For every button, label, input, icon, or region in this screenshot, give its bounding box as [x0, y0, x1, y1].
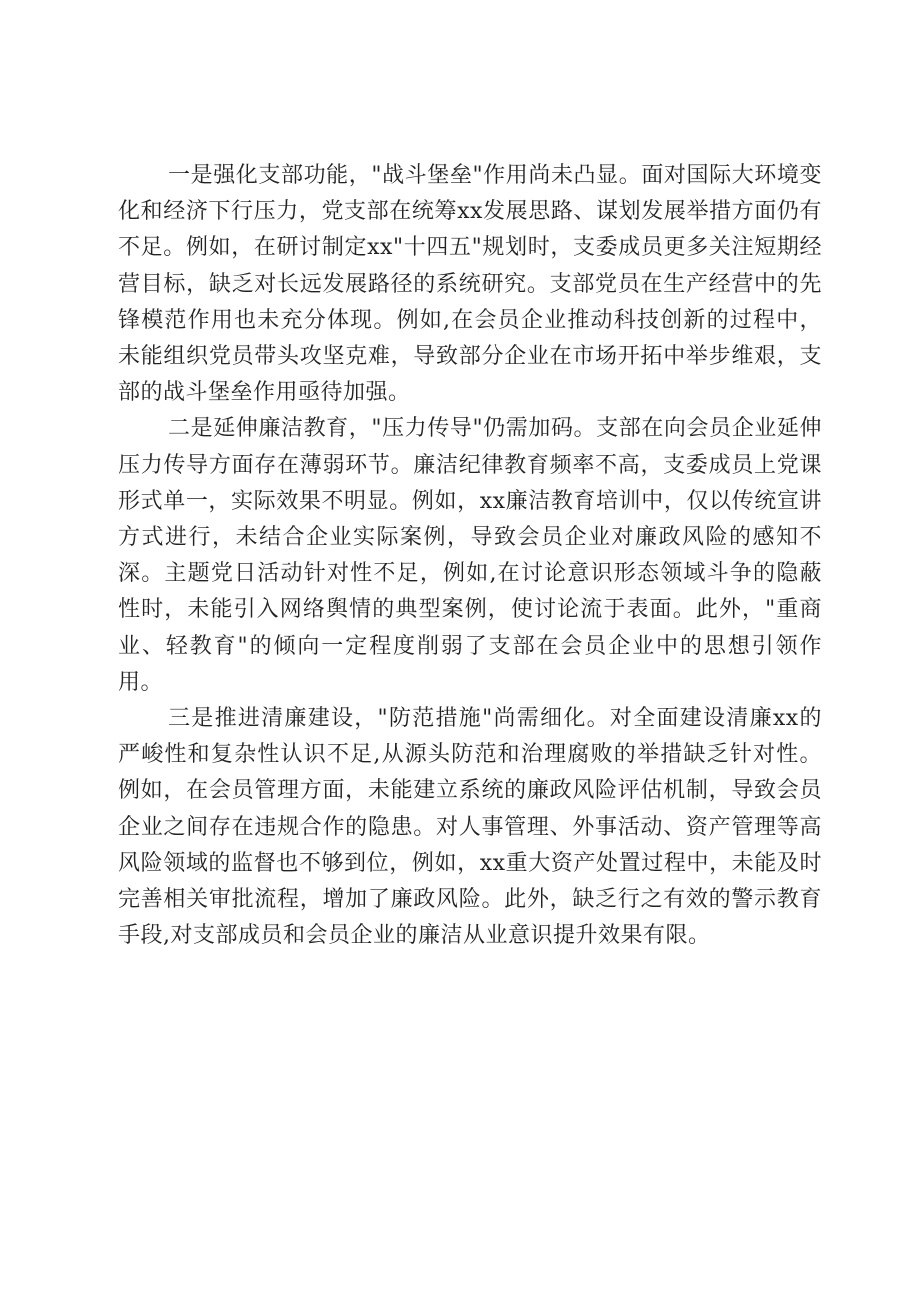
document-body	[118, 158, 822, 954]
paragraph-strengthen-branch-function: 一是强化支部功能，"战斗堡垒"作用尚未凸显。面对国际大环境变化和经济下行压力，党支部在统筹xx发展思路、谋划发展举措方面仍有不足。例如，在研讨制定xx"十四五"规划时，支委成员更多关注短期经营目标，缺乏对长远发展路径的系统研究。支部党员在生产经营中的先锋模范作用也未充分体现。例如,在会员企业推动科技创新的过程中，未能组织党员带头攻坚克难，导致部分企业在市场开拓中举步维艰，支部的战斗堡垒作用亟待加强。	[118, 163, 822, 406]
paragraph-extend-integrity-education: 二是延伸廉洁教育，"压力传导"仍需加码。支部在向会员企业延伸压力传导方面存在薄弱环节。廉洁纪律教育频率不高，支委成员上党课形式单一，实际效果不明显。例如，xx廉洁教育培训中，仅以传统宣讲方式进行，未结合企业实际案例，导致会员企业对廉政风险的感知不深。主题党日活动针对性不足，例如,在讨论意识形态领域斗争的隐蔽性时，未能引入网络舆情的典型案例，使讨论流于表面。此外，"重商业、轻教育"的倾向一定程度削弱了支部在会员企业中的思想引领作用。	[118, 416, 822, 695]
paragraph-promote-clean-construction: 三是推进清廉建设，"防范措施"尚需细化。对全面建设清廉xx的严峻性和复杂性认识不足,从源头防范和治理腐败的举措缺乏针对性。例如，在会员管理方面，未能建立系统的廉政风险评估机制，导致会员企业之间存在违规合作的隐患。对人事管理、外事活动、资产管理等高风险领域的监督也不够到位，例如，xx重大资产处置过程中，未能及时完善相关审批流程，增加了廉政风险。此外，缺乏行之有效的警示教育手段,对支部成员和会员企业的廉洁从业意识提升效果有限。	[118, 706, 822, 949]
